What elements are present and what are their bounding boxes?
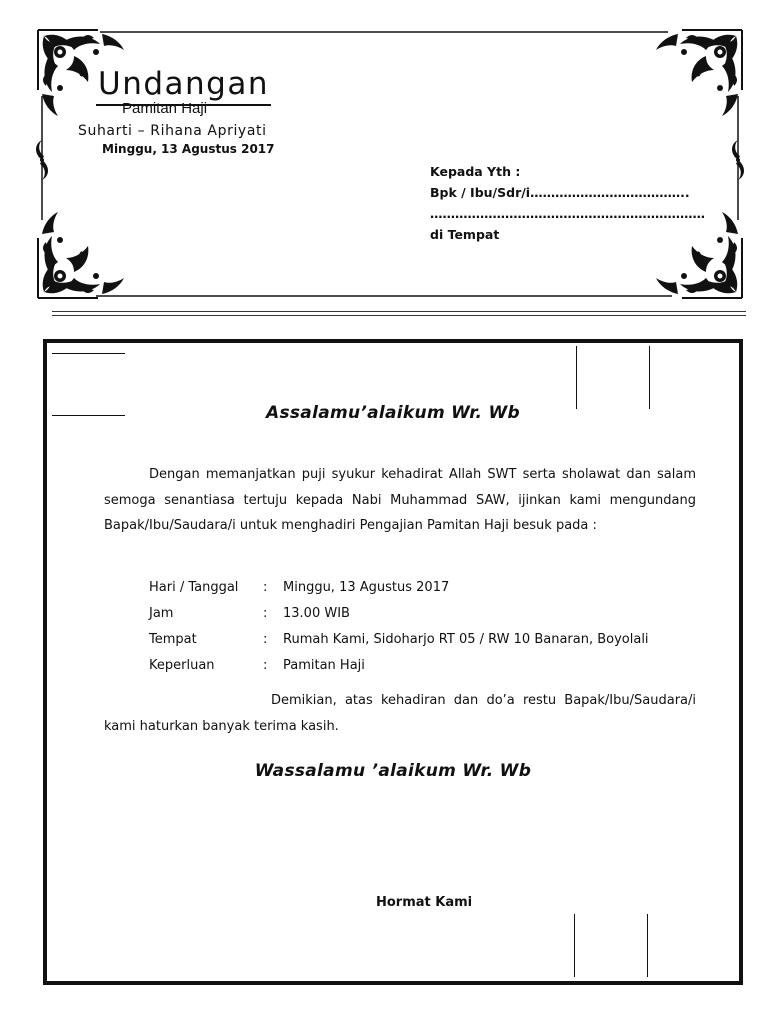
invitation-title: Undangan: [96, 64, 271, 106]
detail-label: Jam: [149, 606, 174, 621]
recipient-name-line: Bpk / Ibu/Sdr/i………………………………..: [430, 185, 690, 200]
letter-border: [43, 339, 743, 985]
floral-corner-ornament-icon: [38, 212, 124, 298]
fold-mark: [647, 914, 648, 977]
recipient-heading: Kepada Yth :: [430, 164, 521, 179]
floral-corner-ornament-icon: [656, 30, 742, 116]
opening-paragraph: Dengan memanjatkan puji syukur kehadirat Allah SWT serta sholawat dan salam semoga senantiasa tertuju kepada Nabi Muhammad SAW, ijinkan kami mengundang Bapak/Ibu/Saudara/i untuk menghadiri Pengajian Pamitan Haji besuk pada :: [104, 467, 696, 533]
cut-line: [52, 315, 746, 316]
detail-value: Rumah Kami, Sidoharjo RT 05 / RW 10 Banaran, Boyolali: [283, 632, 649, 647]
fold-mark: [52, 353, 125, 354]
closing-paragraph: Demikian, atas kehadiran dan do’a restu Bapak/Ibu/Saudara/i kami haturkan banyak terima kasih.: [104, 693, 696, 734]
invitation-subtitle: Pamitan Haji: [122, 100, 208, 117]
detail-label: Keperluan: [149, 658, 215, 673]
fold-mark: [576, 346, 577, 409]
detail-separator: :: [263, 580, 268, 595]
detail-label: Hari / Tanggal: [149, 580, 239, 595]
detail-value: Minggu, 13 Agustus 2017: [283, 580, 450, 595]
recipient-place: di Tempat: [430, 227, 500, 242]
detail-label: Tempat: [149, 632, 197, 647]
detail-value: Pamitan Haji: [283, 658, 365, 673]
closing-greeting: Wassalamu ’alaikum Wr. Wb: [254, 761, 532, 781]
detail-separator: :: [263, 606, 268, 621]
fold-mark: [649, 346, 650, 409]
opening-greeting: Assalamu’alaikum Wr. Wb: [266, 403, 520, 423]
sign-off: Hormat Kami: [376, 895, 473, 910]
event-date: Minggu, 13 Agustus 2017: [102, 142, 275, 156]
host-names: Suharti – Rihana Apriyati: [78, 123, 267, 139]
detail-separator: :: [263, 658, 268, 673]
recipient-address-line: …………………………………………………………: [430, 206, 705, 221]
detail-value: 13.00 WIB: [283, 606, 350, 621]
fold-mark: [574, 914, 575, 977]
detail-separator: :: [263, 632, 268, 647]
cut-line: [52, 311, 746, 312]
recipient-address-block: [430, 161, 705, 245]
